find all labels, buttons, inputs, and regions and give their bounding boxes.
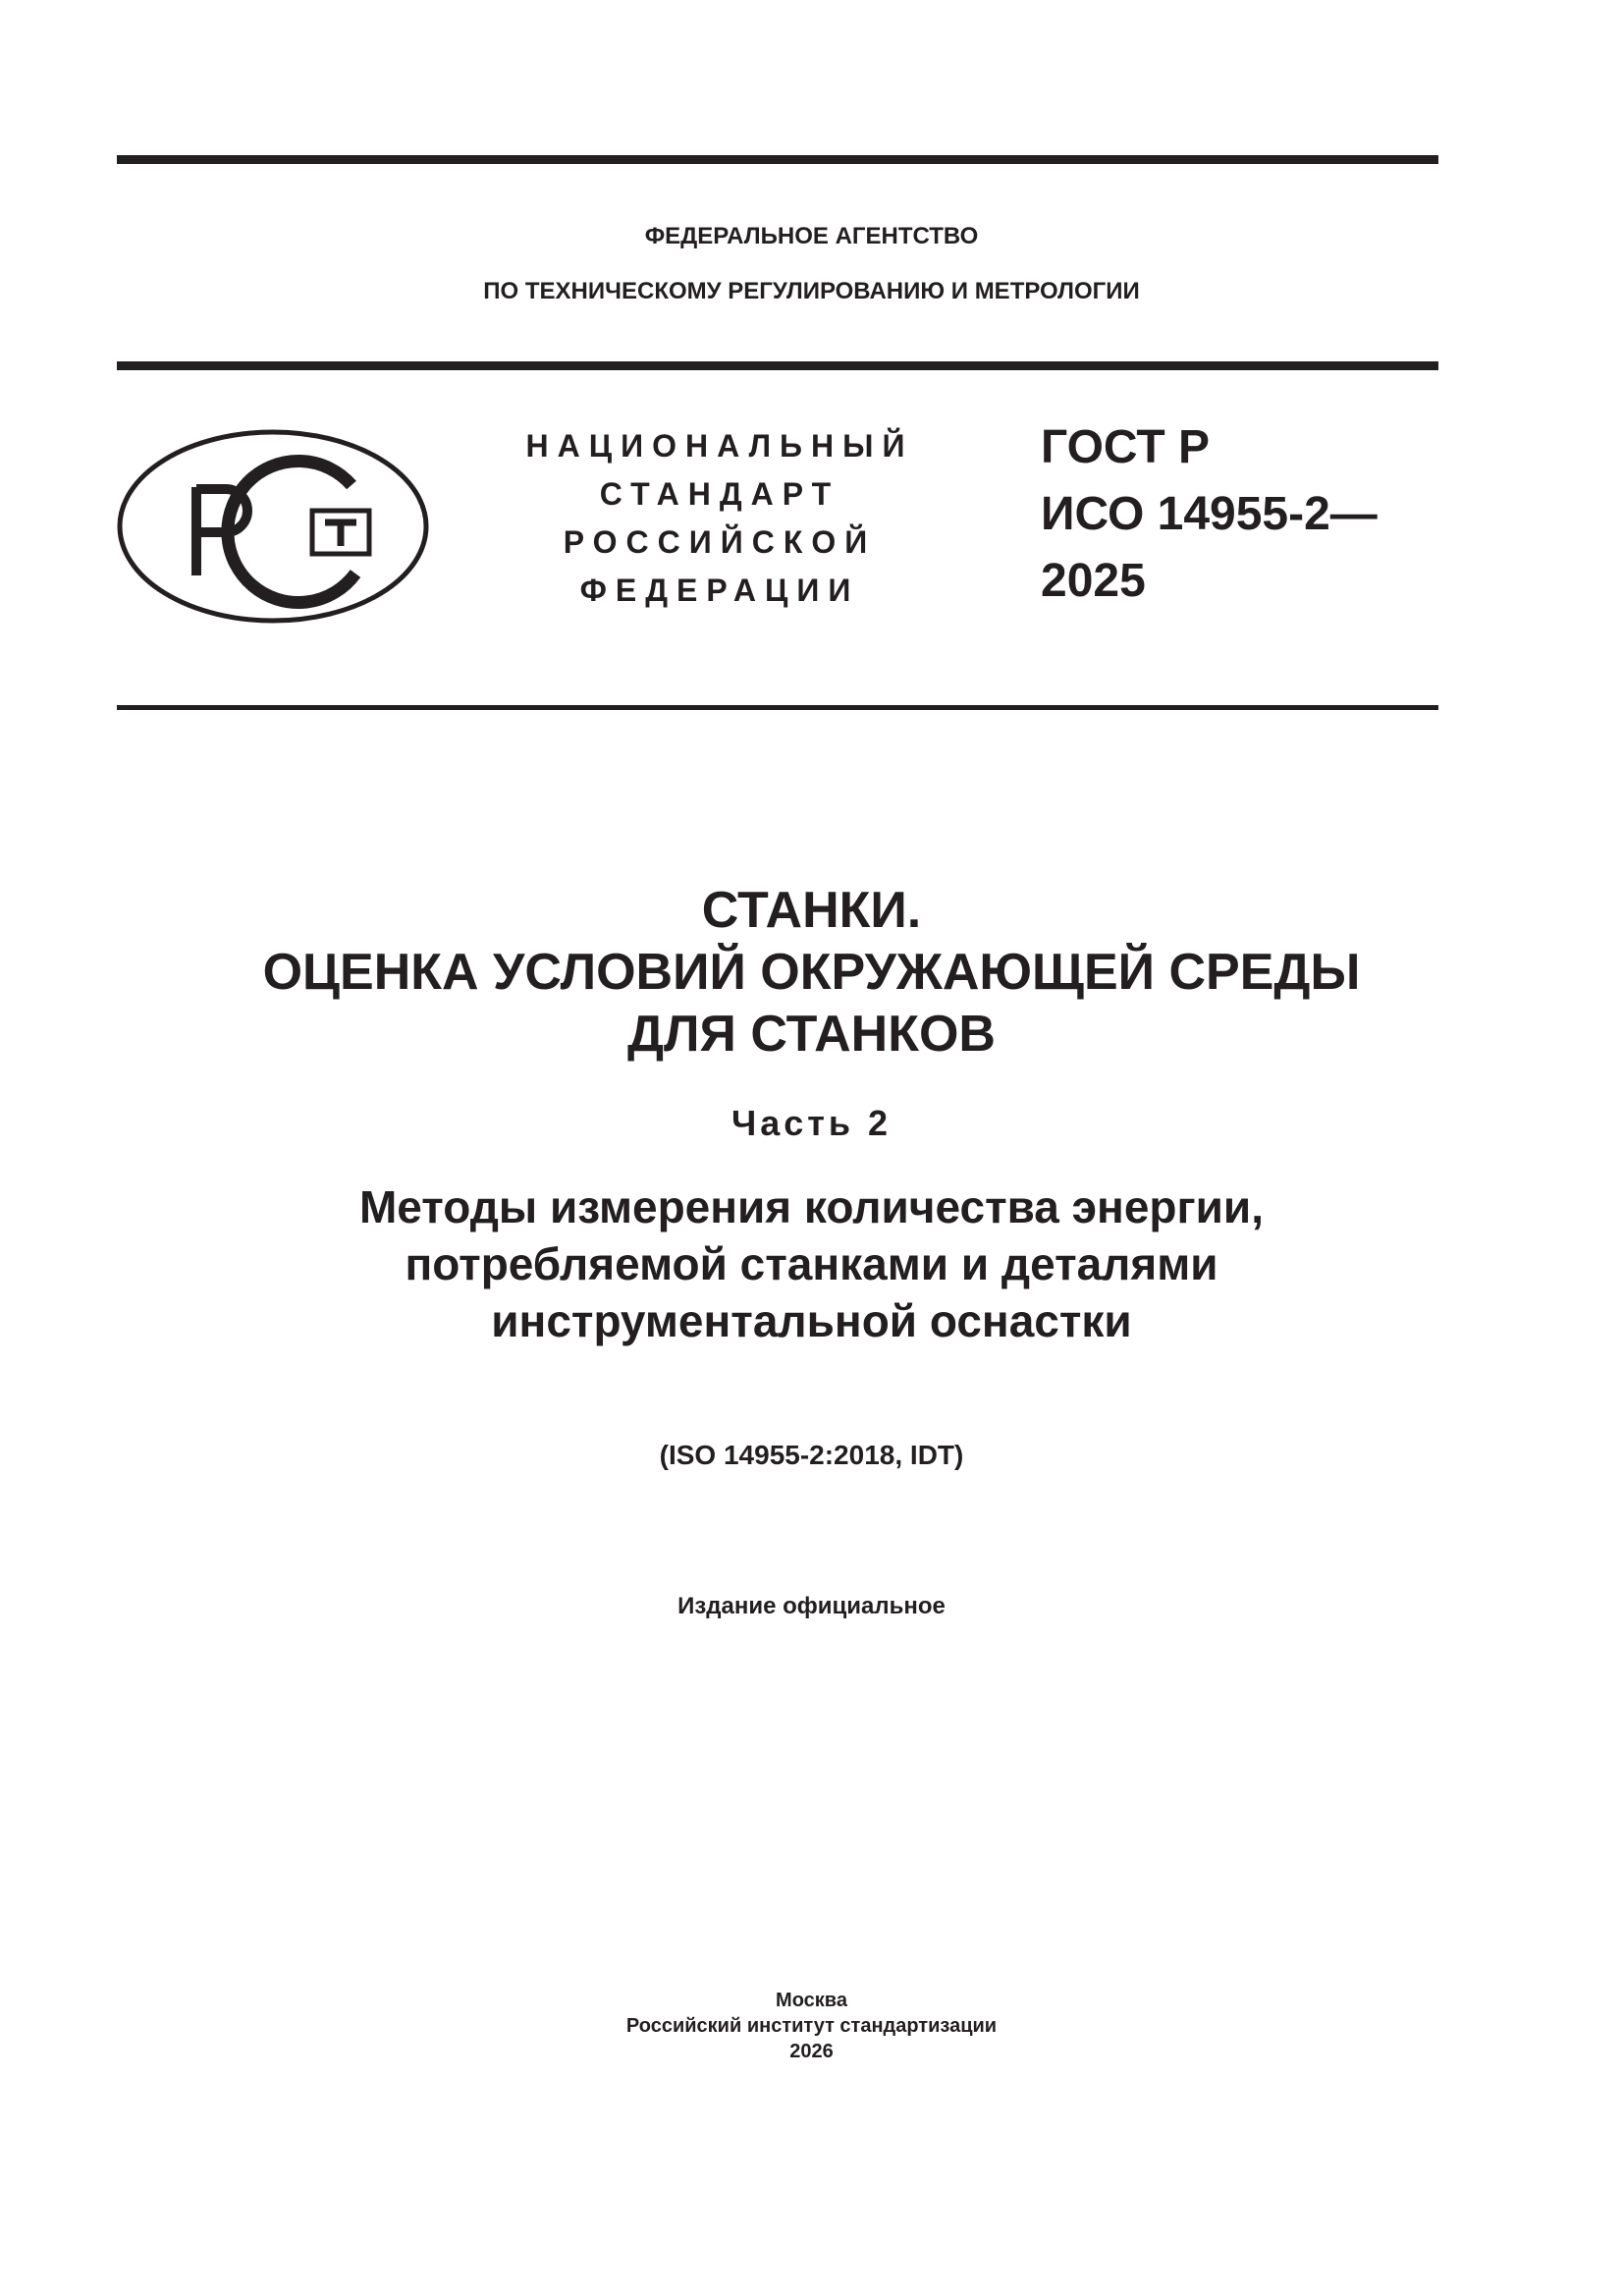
subtitle-line-2: потребляемой станками и деталями [405, 1238, 1218, 1289]
designation-line-1: ГОСТ Р [1041, 421, 1211, 473]
designation-line-3: 2025 [1041, 555, 1146, 607]
agency-name-line-1: ФЕДЕРАЛЬНОЕ АГЕНТСТВО [644, 223, 979, 249]
subtitle-line-1: Методы измерения количества энергии, [358, 1181, 1264, 1232]
standard-type-line-4: ФЕДЕРАЦИИ [579, 573, 860, 608]
document-subtitle [0, 1178, 1623, 1349]
top-rule [117, 155, 1438, 164]
part-number: Часть 2 [730, 1103, 893, 1143]
document-title [0, 880, 1623, 1066]
subtitle-line-3: инструментальной оснастки [491, 1295, 1132, 1346]
title-line-3: ДЛЯ СТАНКОВ [627, 1006, 996, 1063]
imprint-publisher: Российский институт стандартизации [625, 2015, 998, 2037]
title-line-1: СТАНКИ. [701, 882, 922, 939]
iso-reference: (ISO 14955-2:2018, IDT) [659, 1440, 964, 1470]
imprint-city: Москва [776, 1990, 847, 2011]
standard-type-block [489, 422, 950, 615]
edition-note: Издание официальное [677, 1593, 946, 1619]
imprint-year: 2026 [789, 2041, 834, 2062]
designation-line-2: ИСО 14955-2— [1041, 488, 1378, 540]
standard-type-line-2: СТАНДАРТ [599, 476, 840, 512]
imprint [0, 1988, 1623, 2064]
title-line-2: ОЦЕНКА УСЛОВИЙ ОКРУЖАЮЩЕЙ СРЕДЫ [262, 944, 1361, 1001]
standard-designation [1041, 414, 1378, 615]
header-bottom-rule [117, 705, 1438, 710]
standard-type-line-3: РОССИЙСКОЙ [563, 524, 877, 560]
standard-type-line-1: НАЦИОНАЛЬНЫЙ [525, 428, 914, 464]
rst-gost-emblem-icon [116, 428, 430, 625]
agency-rule [117, 361, 1438, 370]
agency-name-line-2: ПО ТЕХНИЧЕСКОМУ РЕГУЛИРОВАНИЮ И МЕТРОЛОГИИ [483, 278, 1140, 304]
